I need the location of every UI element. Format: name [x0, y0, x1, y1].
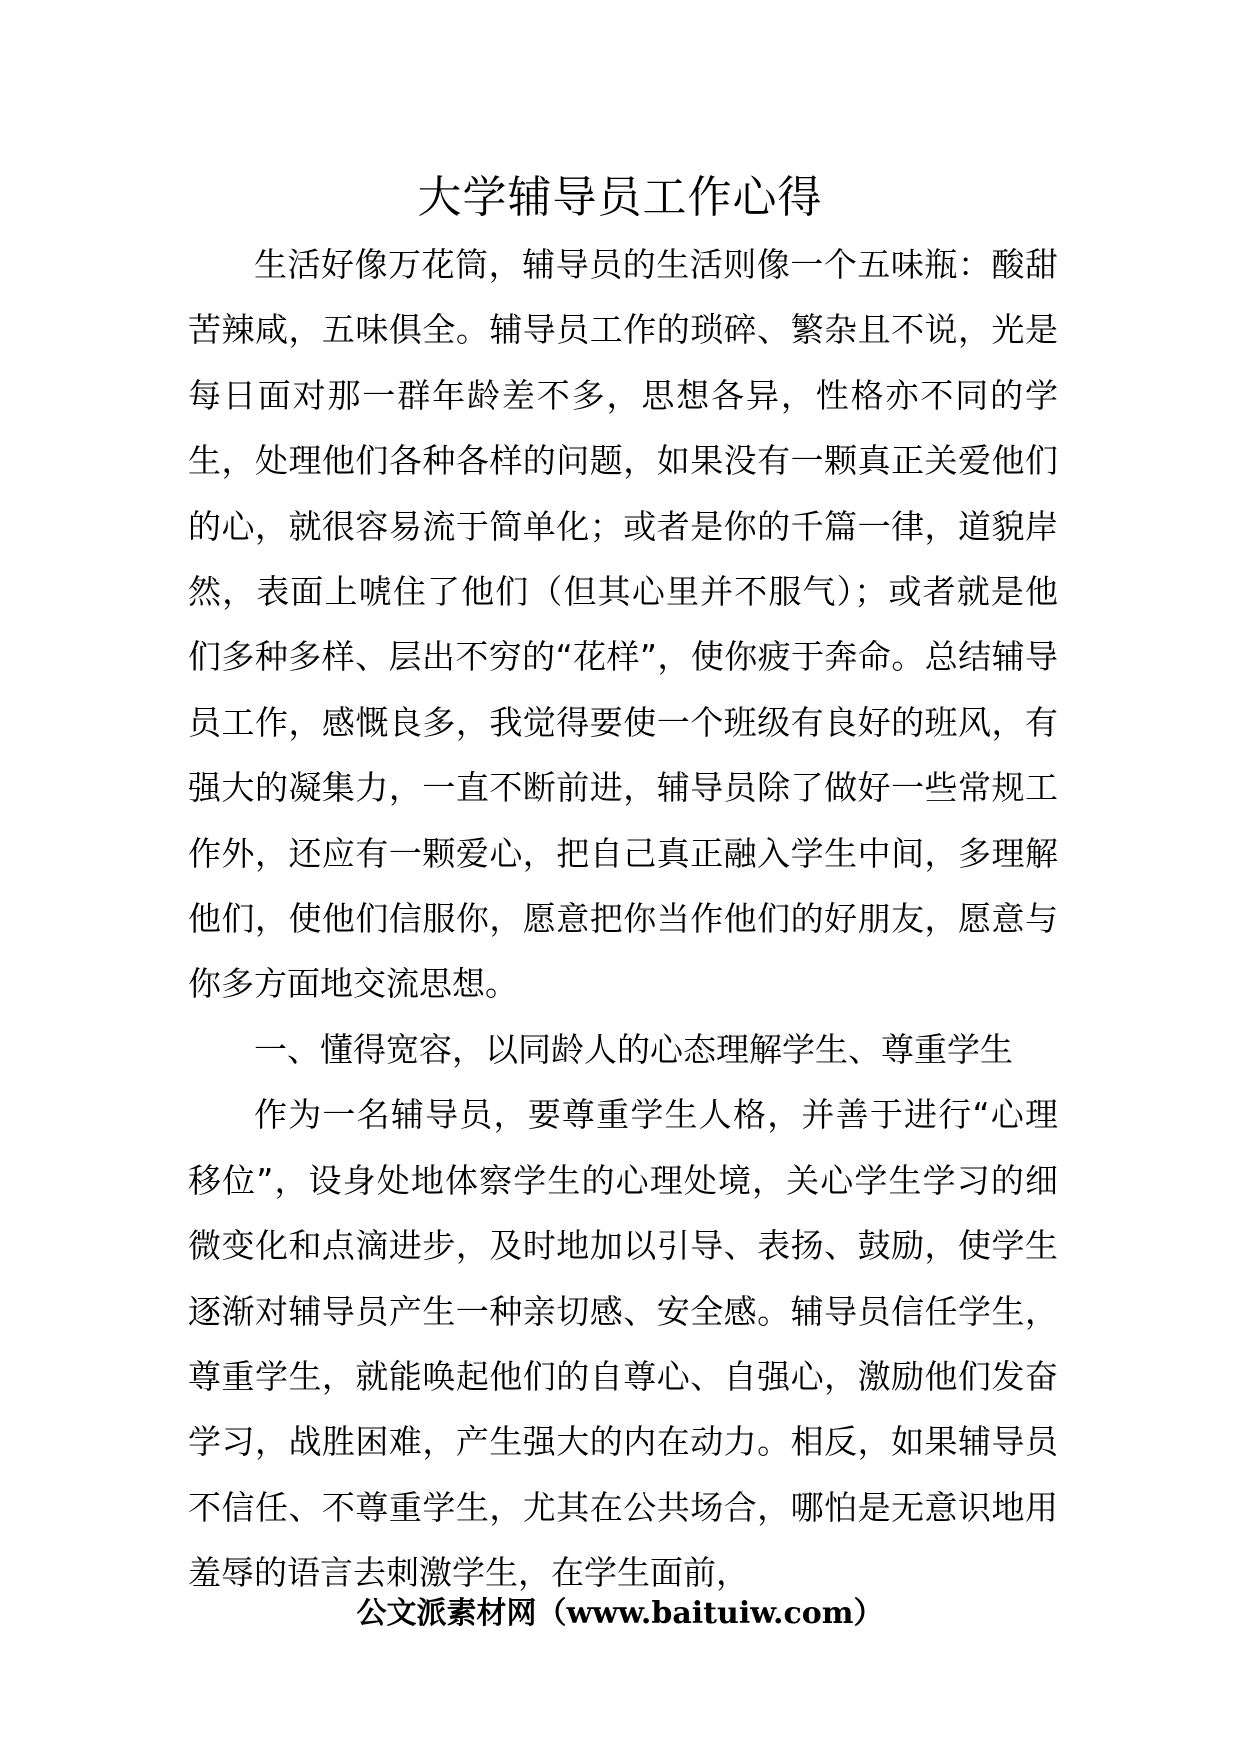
- footer-watermark: 公文派素材网（www.baituiw.com）: [356, 1596, 884, 1631]
- section-heading: 一、懂得宽容，以同龄人的心态理解学生、尊重学生: [254, 1029, 1013, 1069]
- document-body: [188, 232, 1058, 1606]
- paragraph-section-one: 作为一名辅导员，要尊重学生人格，并善于进行“心理移位”，设身处地体察学生的心理处境，关心学生学习的细微变化和点滴进步，及时地加以引导、表扬、鼓励，使学生逐渐对辅导员产生一种亲切感、安全感。辅导员信任学生，尊重学生，就能唤起他们的自尊心、自强心，激励他们发奋学习，战胜困难，产生强大的内在动力。相反，如果辅导员不信任、不尊重学生，尤其在公共场合，哪怕是无意识地用羞辱的语言去刺激学生，在学生面前，: [188, 1095, 1058, 1593]
- document-title: 大学辅导员工作心得: [417, 172, 823, 223]
- paragraph-intro: 生活好像万花筒，辅导员的生活则像一个五味瓶：酸甜苦辣咸，五味俱全。辅导员工作的琐碎、繁杂且不说，光是每日面对那一群年龄差不多，思想各异，性格亦不同的学生，处理他们各种各样的问题，如果没有一颗真正关爱他们的心，就很容易流于简单化；或者是你的千篇一律，道貌岸然，表面上唬住了他们（但其心里并不服气）；或者就是他们多种多样、层出不穷的“花样”，使你疲于奔命。总结辅导员工作，感慨良多，我觉得要使一个班级有良好的班风，有强大的凝集力，一直不断前进，辅导员除了做好一些常规工作外，还应有一颗爱心，把自己真正融入学生中间，多理解他们，使他们信服你，愿意把你当作他们的好朋友，愿意与你多方面地交流思想。: [188, 245, 1058, 1004]
